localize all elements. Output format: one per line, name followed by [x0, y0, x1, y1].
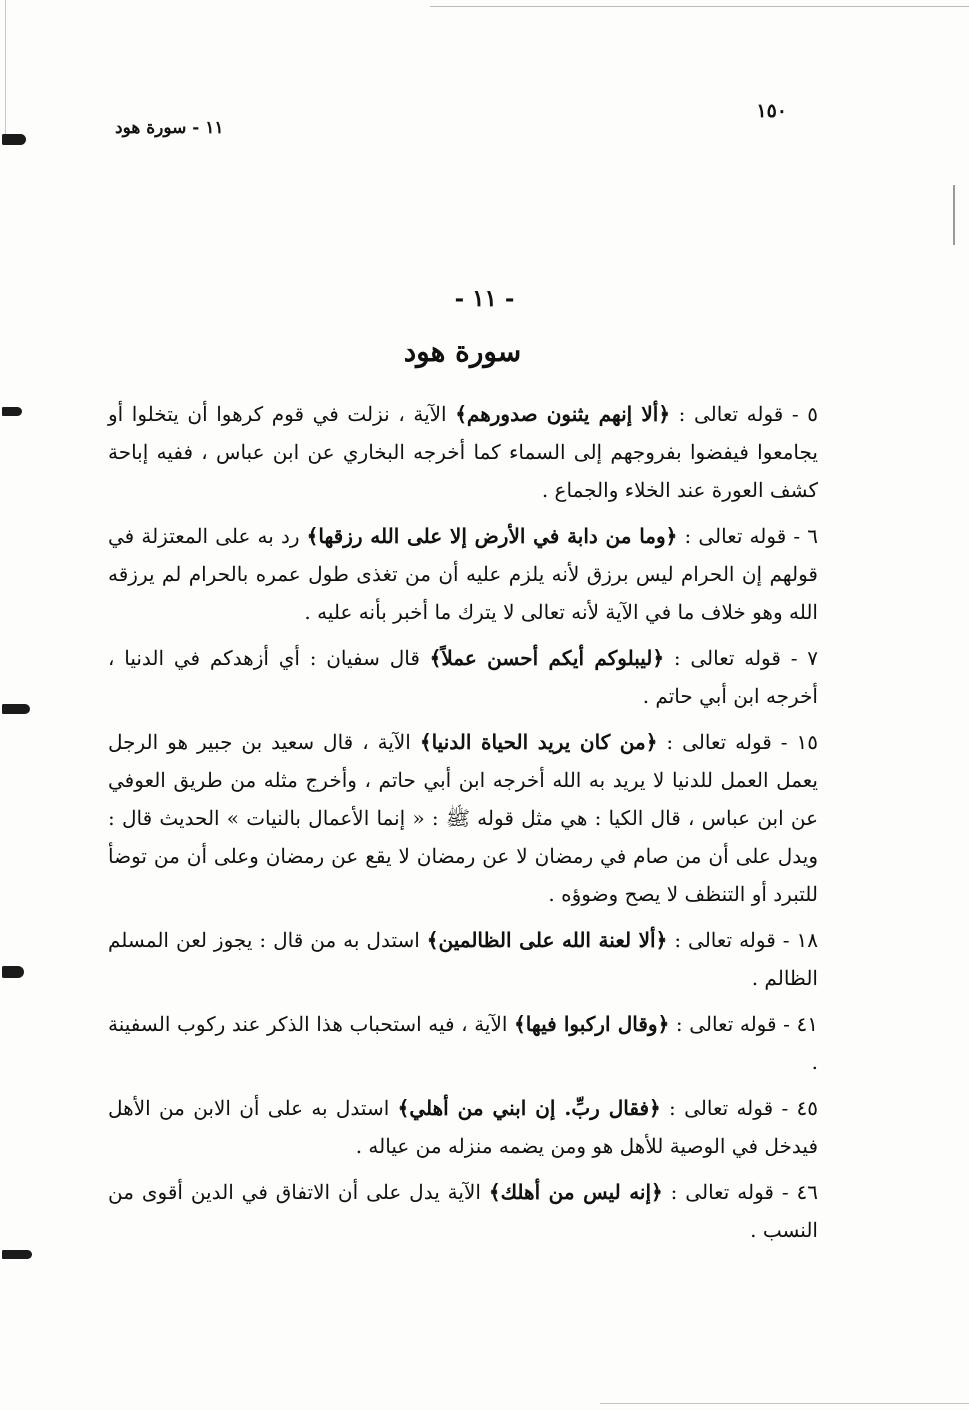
- entry-intro: - قوله تعالى :: [674, 928, 790, 952]
- binding-mark: [2, 704, 30, 714]
- running-title: ١١ - سورة هود: [115, 118, 224, 138]
- entry-text: رد به على المعتزلة في قولهم إن الحرام ليس برزق لأنه يلزم عليه أن من تغذى طول عمره بالحرام لم يرزقه الله وهو خلاف ما في الآية لأنه تعالى لا يترك ما أخبر بأنه عليه .: [108, 524, 818, 624]
- entry-verse-6: [108, 517, 818, 631]
- entry-text: استدل به من قال : يجوز لعن المسلم الظالم .: [108, 928, 818, 990]
- verse-number: ٤٦: [796, 1180, 819, 1204]
- entry-text: الآية ، نزلت في قوم كرهوا أن يتخلوا أو يجامعوا فيفضوا بفروجهم إلى السماء كما أخرجه البخاري عن ابن عباس ، ففيه إباحة كشف العورة عند الخلاء والجماع .: [108, 402, 818, 502]
- quran-quote: ﴿ألا لعنة الله على الظالمين﴾: [426, 928, 668, 952]
- quran-quote: ﴿فقال ربِّ. إن ابني من أهلي﴾: [397, 1096, 661, 1120]
- verse-number: ٤١: [796, 1012, 818, 1036]
- entry-text: استدل به على أن الابن من الأهل فيدخل في الوصية للأهل هو ومن يضمه منزله من عياله .: [108, 1096, 818, 1158]
- entry-intro: - قوله تعالى :: [678, 402, 799, 426]
- entry-intro: - قوله تعالى :: [675, 1012, 790, 1036]
- quran-quote: ﴿إنه ليس من أهلك﴾: [488, 1180, 663, 1204]
- verse-number: ١٥: [796, 730, 819, 754]
- entry-verse-41: [108, 1005, 818, 1081]
- binding-mark: [2, 407, 22, 416]
- entry-verse-7: [108, 639, 818, 715]
- chapter-title: سورة هود: [403, 335, 522, 368]
- entry-text: الآية ، فيه استحباب هذا الذكر عند ركوب السفينة .: [108, 1012, 818, 1074]
- entry-text: الآية ، قال سعيد بن جبير هو الرجل يعمل العمل للدنيا لا يريد به الله أخرجه ابن أبي حاتم ، وأخرج مثله من طريق العوفي عن ابن عباس ، قال الكيا : هي مثل قوله ﷺ : « إنما الأعمال بالنيات » الحديث قال : ويدل على أن من صام في رمضان لا عن رمضان لا يقع عن رمضان وعلى أن من توضأ للتبرد أو التنظف لا يصح وضوؤه .: [108, 730, 818, 906]
- commentary-entries: [108, 395, 818, 1257]
- entry-verse-18: [108, 921, 818, 997]
- scan-edge-line: [600, 1403, 969, 1404]
- verse-number: ٧: [807, 646, 819, 670]
- verse-number: ١٨: [796, 928, 818, 952]
- scan-edge-line: [5, 0, 6, 140]
- entry-intro: - قوله تعالى :: [673, 646, 798, 670]
- entry-verse-5: [108, 395, 818, 509]
- entry-text: الآية يدل على أن الاتفاق في الدين أقوى من النسب .: [108, 1180, 818, 1242]
- quran-quote: ﴿ألا إنهم يثنون صدورهم﴾: [455, 402, 671, 426]
- entry-text: قال سفيان : أي أزهدكم في الدنيا ، أخرجه ابن أبي حاتم .: [108, 646, 818, 708]
- entry-intro: - قوله تعالى :: [666, 730, 788, 754]
- verse-number: ٥: [807, 402, 818, 426]
- entry-intro: - قوله تعالى :: [684, 524, 801, 548]
- verse-number: ٦: [807, 524, 819, 548]
- binding-mark: [2, 134, 26, 145]
- entry-verse-15: [108, 723, 818, 913]
- verse-number: ٤٥: [796, 1096, 819, 1120]
- quran-quote: ﴿ليبلوكم أيكم أحسن عملاً﴾: [429, 646, 665, 670]
- scan-edge-line: [953, 185, 955, 245]
- chapter-number: - ١١ -: [454, 285, 515, 312]
- scan-edge-line: [430, 6, 969, 7]
- entry-intro: - قوله تعالى :: [669, 1096, 789, 1120]
- entry-verse-45: [108, 1089, 818, 1165]
- entry-verse-46: [108, 1173, 818, 1249]
- binding-mark: [2, 966, 24, 978]
- page-number: ١٥٠: [756, 100, 787, 122]
- quran-quote: ﴿وقال اركبوا فيها﴾: [514, 1012, 670, 1036]
- page-header: [115, 100, 787, 140]
- quran-quote: ﴿من كان يريد الحياة الدنيا﴾: [419, 730, 658, 754]
- binding-mark: [2, 1250, 32, 1259]
- quran-quote: ﴿وما من دابة في الأرض إلا على الله رزقها﴾: [306, 524, 678, 548]
- entry-intro: - قوله تعالى :: [670, 1180, 789, 1204]
